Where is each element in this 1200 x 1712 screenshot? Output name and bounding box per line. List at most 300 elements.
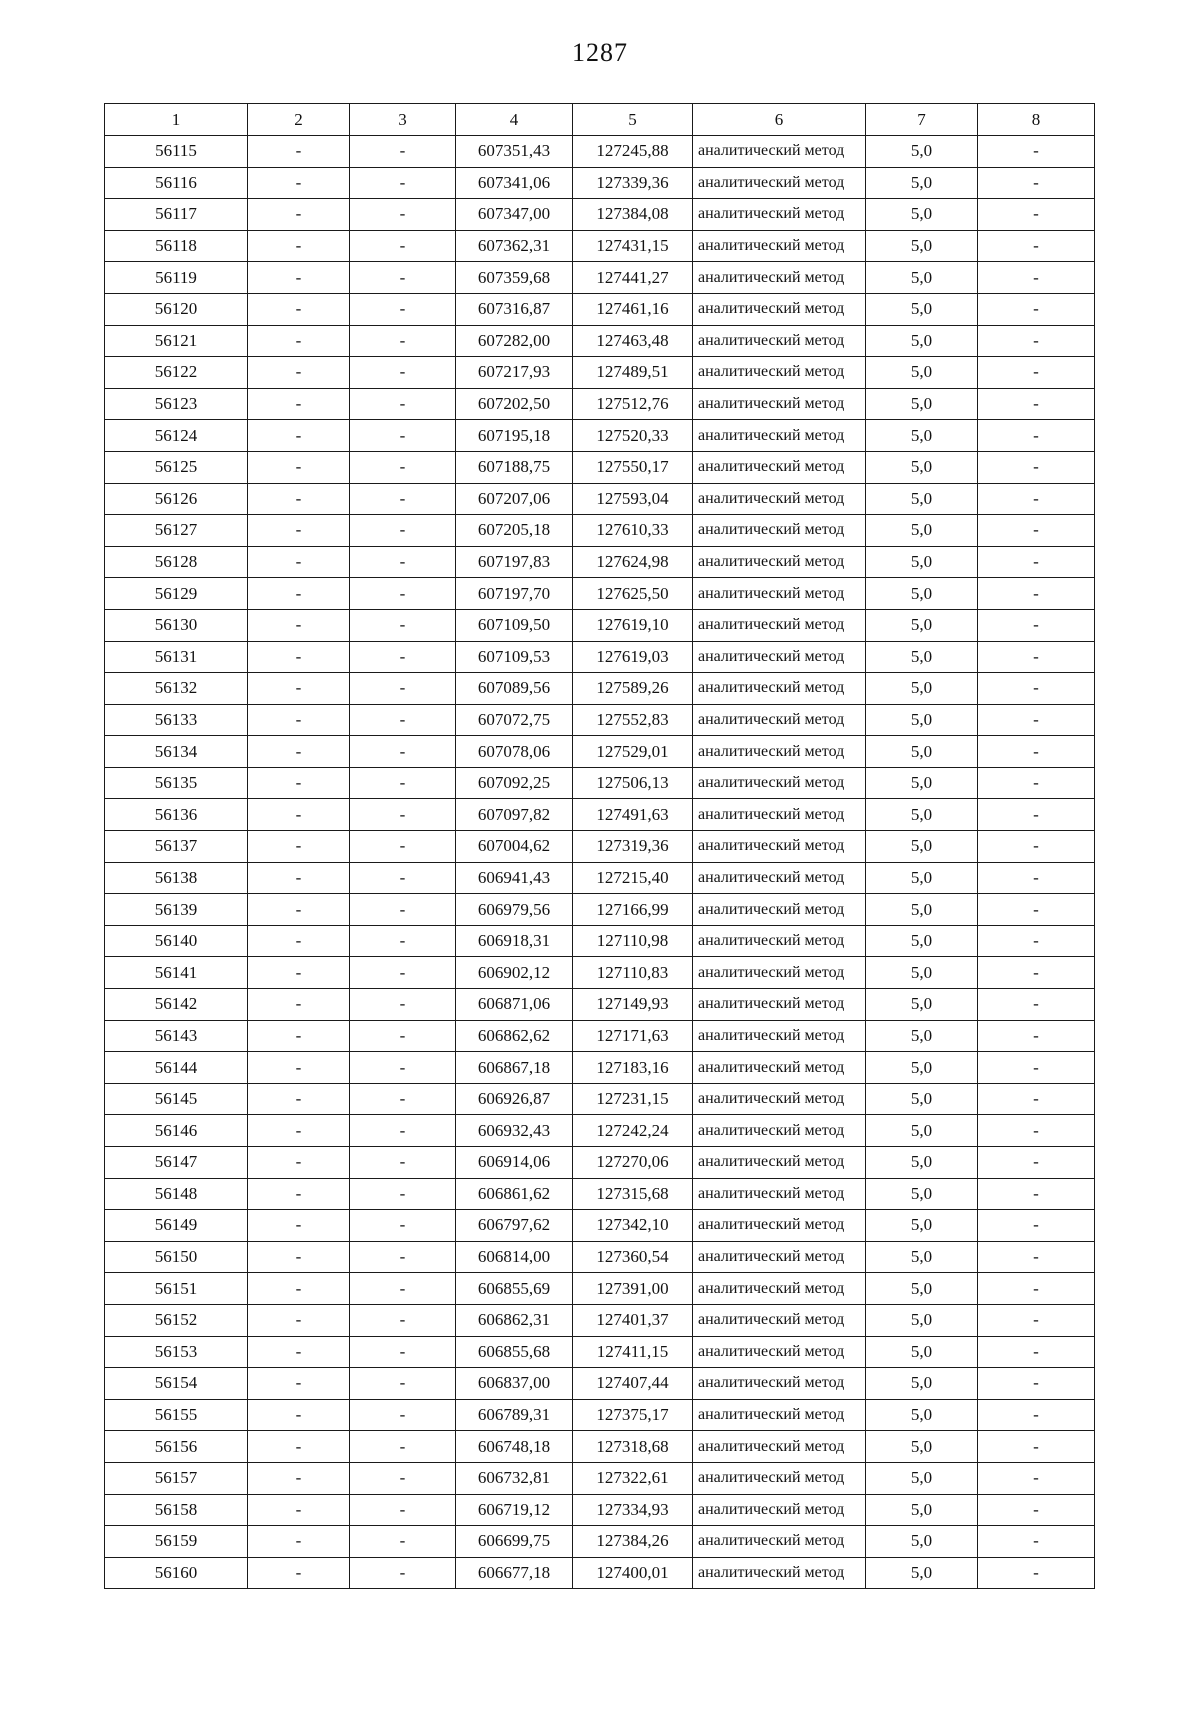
cell-method: аналитический метод (693, 1526, 866, 1558)
cell-point-number: 56154 (105, 1368, 248, 1400)
cell-coord-y: 127407,44 (573, 1368, 693, 1400)
cell-col-3: - (350, 1336, 456, 1368)
cell-accuracy: 5,0 (866, 673, 978, 705)
cell-col-3: - (350, 420, 456, 452)
cell-accuracy: 5,0 (866, 1304, 978, 1336)
cell-method: аналитический метод (693, 673, 866, 705)
cell-method: аналитический метод (693, 136, 866, 168)
cell-coord-y: 127491,63 (573, 799, 693, 831)
cell-point-number: 56120 (105, 293, 248, 325)
cell-point-number: 56128 (105, 546, 248, 578)
header-col-1: 1 (105, 104, 248, 136)
header-col-4: 4 (456, 104, 573, 136)
cell-col-8: - (978, 1494, 1095, 1526)
cell-method: аналитический метод (693, 767, 866, 799)
cell-method: аналитический метод (693, 420, 866, 452)
cell-coord-x: 607341,06 (456, 167, 573, 199)
cell-coord-y: 127411,15 (573, 1336, 693, 1368)
cell-point-number: 56152 (105, 1304, 248, 1336)
cell-point-number: 56158 (105, 1494, 248, 1526)
cell-coord-x: 607097,82 (456, 799, 573, 831)
cell-coord-x: 606719,12 (456, 1494, 573, 1526)
cell-coord-x: 607347,00 (456, 199, 573, 231)
cell-method: аналитический метод (693, 1494, 866, 1526)
cell-col-8: - (978, 199, 1095, 231)
cell-coord-y: 127384,26 (573, 1526, 693, 1558)
cell-col-2: - (248, 767, 350, 799)
cell-col-2: - (248, 578, 350, 610)
cell-point-number: 56122 (105, 357, 248, 389)
cell-method: аналитический метод (693, 799, 866, 831)
cell-col-3: - (350, 641, 456, 673)
cell-col-8: - (978, 1399, 1095, 1431)
cell-point-number: 56153 (105, 1336, 248, 1368)
cell-point-number: 56144 (105, 1052, 248, 1084)
cell-col-8: - (978, 1273, 1095, 1305)
table-row (105, 1083, 1095, 1115)
cell-method: аналитический метод (693, 1052, 866, 1084)
cell-col-2: - (248, 894, 350, 926)
cell-method: аналитический метод (693, 451, 866, 483)
cell-coord-x: 606918,31 (456, 925, 573, 957)
table-header (105, 104, 1095, 136)
cell-accuracy: 5,0 (866, 1178, 978, 1210)
cell-accuracy: 5,0 (866, 609, 978, 641)
cell-accuracy: 5,0 (866, 1462, 978, 1494)
cell-method: аналитический метод (693, 1399, 866, 1431)
cell-accuracy: 5,0 (866, 230, 978, 262)
cell-col-2: - (248, 1336, 350, 1368)
cell-point-number: 56116 (105, 167, 248, 199)
cell-col-2: - (248, 483, 350, 515)
cell-col-3: - (350, 1399, 456, 1431)
cell-point-number: 56142 (105, 989, 248, 1021)
cell-point-number: 56126 (105, 483, 248, 515)
cell-coord-x: 606862,62 (456, 1020, 573, 1052)
cell-point-number: 56124 (105, 420, 248, 452)
cell-col-3: - (350, 1020, 456, 1052)
cell-coord-y: 127342,10 (573, 1210, 693, 1242)
cell-accuracy: 5,0 (866, 862, 978, 894)
table-row (105, 989, 1095, 1021)
cell-coord-x: 607359,68 (456, 262, 573, 294)
cell-method: аналитический метод (693, 483, 866, 515)
cell-col-2: - (248, 989, 350, 1021)
cell-method: аналитический метод (693, 831, 866, 863)
table-row (105, 1399, 1095, 1431)
cell-coord-y: 127183,16 (573, 1052, 693, 1084)
cell-accuracy: 5,0 (866, 262, 978, 294)
table-row (105, 799, 1095, 831)
table-row (105, 1210, 1095, 1242)
cell-accuracy: 5,0 (866, 1083, 978, 1115)
cell-col-2: - (248, 293, 350, 325)
cell-col-3: - (350, 230, 456, 262)
cell-accuracy: 5,0 (866, 293, 978, 325)
cell-accuracy: 5,0 (866, 1399, 978, 1431)
table-row (105, 167, 1095, 199)
cell-col-3: - (350, 736, 456, 768)
cell-coord-y: 127322,61 (573, 1462, 693, 1494)
cell-point-number: 56115 (105, 136, 248, 168)
cell-col-8: - (978, 673, 1095, 705)
cell-col-3: - (350, 894, 456, 926)
cell-col-8: - (978, 736, 1095, 768)
cell-coord-y: 127431,15 (573, 230, 693, 262)
cell-coord-x: 607202,50 (456, 388, 573, 420)
cell-accuracy: 5,0 (866, 546, 978, 578)
cell-col-3: - (350, 1526, 456, 1558)
cell-point-number: 56135 (105, 767, 248, 799)
cell-method: аналитический метод (693, 925, 866, 957)
table-row (105, 1431, 1095, 1463)
cell-point-number: 56141 (105, 957, 248, 989)
cell-col-8: - (978, 230, 1095, 262)
cell-point-number: 56132 (105, 673, 248, 705)
cell-col-2: - (248, 1399, 350, 1431)
cell-coord-x: 607109,50 (456, 609, 573, 641)
cell-accuracy: 5,0 (866, 957, 978, 989)
cell-point-number: 56127 (105, 515, 248, 547)
cell-coord-y: 127619,10 (573, 609, 693, 641)
table-row (105, 673, 1095, 705)
cell-col-3: - (350, 704, 456, 736)
cell-col-8: - (978, 1241, 1095, 1273)
table-row (105, 894, 1095, 926)
table-row (105, 357, 1095, 389)
cell-col-8: - (978, 1115, 1095, 1147)
cell-coord-y: 127110,83 (573, 957, 693, 989)
table-row (105, 451, 1095, 483)
cell-col-8: - (978, 767, 1095, 799)
cell-coord-y: 127624,98 (573, 546, 693, 578)
table-row (105, 1052, 1095, 1084)
header-row (105, 104, 1095, 136)
cell-method: аналитический метод (693, 293, 866, 325)
cell-accuracy: 5,0 (866, 1147, 978, 1179)
cell-coord-y: 127334,93 (573, 1494, 693, 1526)
cell-col-2: - (248, 1304, 350, 1336)
cell-col-2: - (248, 1526, 350, 1558)
cell-col-3: - (350, 957, 456, 989)
cell-accuracy: 5,0 (866, 1557, 978, 1589)
cell-col-3: - (350, 262, 456, 294)
cell-col-2: - (248, 546, 350, 578)
coordinates-table-wrapper (104, 103, 1094, 1589)
cell-col-8: - (978, 925, 1095, 957)
cell-method: аналитический метод (693, 1210, 866, 1242)
cell-coord-y: 127319,36 (573, 831, 693, 863)
cell-point-number: 56139 (105, 894, 248, 926)
cell-col-3: - (350, 1241, 456, 1273)
table-row (105, 767, 1095, 799)
cell-point-number: 56150 (105, 1241, 248, 1273)
cell-accuracy: 5,0 (866, 1526, 978, 1558)
cell-col-3: - (350, 1052, 456, 1084)
cell-method: аналитический метод (693, 862, 866, 894)
table-row (105, 831, 1095, 863)
cell-coord-y: 127550,17 (573, 451, 693, 483)
cell-coord-x: 606855,68 (456, 1336, 573, 1368)
cell-accuracy: 5,0 (866, 894, 978, 926)
cell-coord-x: 606871,06 (456, 989, 573, 1021)
cell-col-3: - (350, 136, 456, 168)
cell-coord-x: 607362,31 (456, 230, 573, 262)
cell-col-2: - (248, 1273, 350, 1305)
cell-col-2: - (248, 136, 350, 168)
cell-col-8: - (978, 1210, 1095, 1242)
table-row (105, 736, 1095, 768)
cell-coord-y: 127360,54 (573, 1241, 693, 1273)
cell-col-2: - (248, 1462, 350, 1494)
cell-coord-y: 127461,16 (573, 293, 693, 325)
cell-coord-x: 606855,69 (456, 1273, 573, 1305)
table-row (105, 609, 1095, 641)
cell-method: аналитический метод (693, 199, 866, 231)
cell-coord-y: 127166,99 (573, 894, 693, 926)
cell-coord-y: 127589,26 (573, 673, 693, 705)
table-row (105, 1273, 1095, 1305)
cell-col-2: - (248, 1494, 350, 1526)
cell-col-8: - (978, 1431, 1095, 1463)
cell-point-number: 56129 (105, 578, 248, 610)
cell-method: аналитический метод (693, 641, 866, 673)
cell-coord-x: 606979,56 (456, 894, 573, 926)
cell-col-2: - (248, 199, 350, 231)
table-row (105, 1178, 1095, 1210)
cell-coord-x: 606814,00 (456, 1241, 573, 1273)
cell-col-2: - (248, 609, 350, 641)
table-row (105, 230, 1095, 262)
cell-col-3: - (350, 451, 456, 483)
cell-col-2: - (248, 230, 350, 262)
cell-coord-y: 127215,40 (573, 862, 693, 894)
cell-point-number: 56148 (105, 1178, 248, 1210)
cell-method: аналитический метод (693, 609, 866, 641)
cell-col-2: - (248, 262, 350, 294)
cell-coord-x: 607351,43 (456, 136, 573, 168)
cell-method: аналитический метод (693, 546, 866, 578)
cell-accuracy: 5,0 (866, 357, 978, 389)
cell-col-3: - (350, 483, 456, 515)
cell-col-8: - (978, 704, 1095, 736)
table-row (105, 1557, 1095, 1589)
cell-col-2: - (248, 831, 350, 863)
cell-col-2: - (248, 704, 350, 736)
cell-coord-y: 127610,33 (573, 515, 693, 547)
cell-col-2: - (248, 388, 350, 420)
cell-method: аналитический метод (693, 1020, 866, 1052)
cell-method: аналитический метод (693, 1431, 866, 1463)
table-row (105, 1494, 1095, 1526)
cell-method: аналитический метод (693, 1336, 866, 1368)
cell-col-3: - (350, 1557, 456, 1589)
cell-accuracy: 5,0 (866, 388, 978, 420)
cell-coord-x: 606932,43 (456, 1115, 573, 1147)
cell-col-2: - (248, 1210, 350, 1242)
cell-point-number: 56134 (105, 736, 248, 768)
cell-accuracy: 5,0 (866, 167, 978, 199)
cell-coord-y: 127463,48 (573, 325, 693, 357)
cell-method: аналитический метод (693, 262, 866, 294)
table-row (105, 1115, 1095, 1147)
cell-col-8: - (978, 1368, 1095, 1400)
cell-point-number: 56130 (105, 609, 248, 641)
cell-col-8: - (978, 989, 1095, 1021)
cell-coord-x: 607072,75 (456, 704, 573, 736)
table-row (105, 293, 1095, 325)
cell-coord-y: 127315,68 (573, 1178, 693, 1210)
cell-coord-x: 606914,06 (456, 1147, 573, 1179)
cell-point-number: 56159 (105, 1526, 248, 1558)
table-row (105, 641, 1095, 673)
cell-col-2: - (248, 325, 350, 357)
cell-coord-y: 127520,33 (573, 420, 693, 452)
cell-col-3: - (350, 1083, 456, 1115)
cell-col-2: - (248, 1368, 350, 1400)
cell-accuracy: 5,0 (866, 325, 978, 357)
cell-col-3: - (350, 515, 456, 547)
coordinates-table (104, 103, 1095, 1589)
table-row (105, 136, 1095, 168)
cell-coord-x: 607078,06 (456, 736, 573, 768)
cell-coord-x: 607195,18 (456, 420, 573, 452)
table-row (105, 925, 1095, 957)
cell-col-3: - (350, 862, 456, 894)
cell-coord-y: 127231,15 (573, 1083, 693, 1115)
cell-accuracy: 5,0 (866, 1273, 978, 1305)
cell-coord-x: 607109,53 (456, 641, 573, 673)
cell-coord-x: 606867,18 (456, 1052, 573, 1084)
cell-col-8: - (978, 831, 1095, 863)
cell-coord-x: 606926,87 (456, 1083, 573, 1115)
cell-accuracy: 5,0 (866, 641, 978, 673)
cell-col-2: - (248, 420, 350, 452)
cell-accuracy: 5,0 (866, 1368, 978, 1400)
cell-accuracy: 5,0 (866, 767, 978, 799)
cell-coord-x: 606837,00 (456, 1368, 573, 1400)
cell-accuracy: 5,0 (866, 704, 978, 736)
cell-col-2: - (248, 1020, 350, 1052)
cell-accuracy: 5,0 (866, 989, 978, 1021)
cell-col-8: - (978, 1557, 1095, 1589)
cell-method: аналитический метод (693, 325, 866, 357)
cell-col-2: - (248, 1083, 350, 1115)
cell-coord-y: 127552,83 (573, 704, 693, 736)
cell-col-8: - (978, 136, 1095, 168)
cell-col-8: - (978, 609, 1095, 641)
cell-point-number: 56138 (105, 862, 248, 894)
cell-col-8: - (978, 420, 1095, 452)
cell-col-2: - (248, 167, 350, 199)
cell-col-8: - (978, 515, 1095, 547)
cell-col-2: - (248, 925, 350, 957)
cell-method: аналитический метод (693, 704, 866, 736)
cell-coord-x: 607092,25 (456, 767, 573, 799)
cell-col-8: - (978, 578, 1095, 610)
table-row (105, 1526, 1095, 1558)
cell-coord-x: 607207,06 (456, 483, 573, 515)
cell-col-3: - (350, 1368, 456, 1400)
cell-method: аналитический метод (693, 357, 866, 389)
table-row (105, 515, 1095, 547)
cell-method: аналитический метод (693, 1115, 866, 1147)
header-col-5: 5 (573, 104, 693, 136)
cell-coord-y: 127529,01 (573, 736, 693, 768)
cell-coord-x: 606677,18 (456, 1557, 573, 1589)
cell-col-3: - (350, 1273, 456, 1305)
cell-col-3: - (350, 167, 456, 199)
cell-point-number: 56160 (105, 1557, 248, 1589)
cell-point-number: 56137 (105, 831, 248, 863)
table-row (105, 862, 1095, 894)
cell-col-3: - (350, 293, 456, 325)
cell-coord-y: 127149,93 (573, 989, 693, 1021)
cell-accuracy: 5,0 (866, 1210, 978, 1242)
cell-coord-x: 606797,62 (456, 1210, 573, 1242)
cell-coord-x: 606748,18 (456, 1431, 573, 1463)
cell-method: аналитический метод (693, 1083, 866, 1115)
cell-method: аналитический метод (693, 1178, 866, 1210)
table-row (105, 262, 1095, 294)
cell-col-8: - (978, 293, 1095, 325)
cell-coord-y: 127391,00 (573, 1273, 693, 1305)
cell-col-3: - (350, 1115, 456, 1147)
cell-point-number: 56145 (105, 1083, 248, 1115)
cell-col-8: - (978, 1083, 1095, 1115)
cell-col-8: - (978, 1462, 1095, 1494)
cell-point-number: 56157 (105, 1462, 248, 1494)
cell-accuracy: 5,0 (866, 420, 978, 452)
cell-col-2: - (248, 451, 350, 483)
cell-coord-x: 606861,62 (456, 1178, 573, 1210)
cell-point-number: 56147 (105, 1147, 248, 1179)
table-row (105, 1020, 1095, 1052)
cell-col-3: - (350, 199, 456, 231)
page-number: 1287 (572, 38, 628, 67)
cell-accuracy: 5,0 (866, 199, 978, 231)
cell-col-3: - (350, 609, 456, 641)
cell-col-8: - (978, 325, 1095, 357)
table-row (105, 420, 1095, 452)
cell-coord-x: 607282,00 (456, 325, 573, 357)
cell-col-2: - (248, 957, 350, 989)
cell-col-8: - (978, 799, 1095, 831)
cell-col-2: - (248, 1147, 350, 1179)
cell-coord-y: 127270,06 (573, 1147, 693, 1179)
cell-accuracy: 5,0 (866, 483, 978, 515)
table-row (105, 1304, 1095, 1336)
cell-coord-x: 606941,43 (456, 862, 573, 894)
cell-method: аналитический метод (693, 989, 866, 1021)
header-col-6: 6 (693, 104, 866, 136)
cell-coord-x: 606862,31 (456, 1304, 573, 1336)
cell-method: аналитический метод (693, 957, 866, 989)
cell-col-3: - (350, 1431, 456, 1463)
cell-coord-x: 606902,12 (456, 957, 573, 989)
cell-col-2: - (248, 1241, 350, 1273)
cell-col-3: - (350, 1462, 456, 1494)
cell-method: аналитический метод (693, 230, 866, 262)
cell-point-number: 56123 (105, 388, 248, 420)
cell-accuracy: 5,0 (866, 1241, 978, 1273)
cell-col-3: - (350, 1494, 456, 1526)
cell-accuracy: 5,0 (866, 451, 978, 483)
cell-col-3: - (350, 767, 456, 799)
cell-col-2: - (248, 673, 350, 705)
cell-col-8: - (978, 894, 1095, 926)
cell-coord-x: 607217,93 (456, 357, 573, 389)
